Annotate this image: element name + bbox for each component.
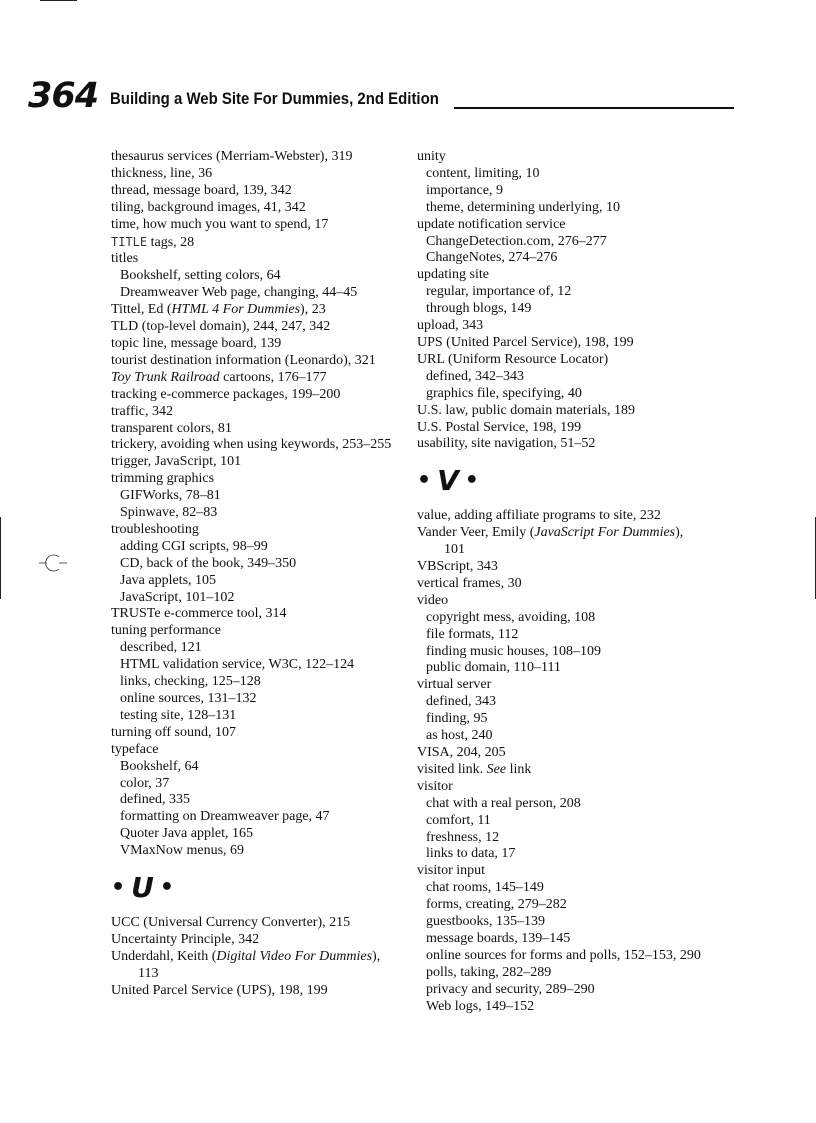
entry-text: as host, 240 — [426, 728, 493, 744]
index-entry — [111, 370, 396, 387]
entry-text: tracking e-commerce packages, 199–200 — [111, 386, 341, 402]
entry-text: trickery, avoiding when using keywords, 253–255 — [111, 437, 392, 453]
index-entry — [111, 983, 396, 1000]
entry-text: HTML validation service, W3C, 122–124 — [120, 657, 355, 673]
index-subentry — [417, 796, 702, 813]
entry-text: TLD (top-level domain), 244, 247, 342 — [111, 319, 331, 335]
index-entry — [417, 525, 702, 559]
bullet-icon: • — [159, 874, 174, 900]
entry-text: tags, 28 — [147, 234, 195, 250]
index-subentry — [417, 369, 702, 386]
entry-text: theme, determining underlying, 10 — [426, 199, 621, 215]
letter-heading — [111, 863, 396, 913]
index-entry — [111, 932, 396, 949]
entry-text: troubleshooting — [111, 521, 199, 537]
entry-text: tuning performance — [111, 623, 222, 639]
entry-text: upload, 343 — [417, 318, 484, 334]
index-subentry — [111, 590, 396, 607]
entry-text: defined, 335 — [120, 792, 190, 808]
letter-heading — [417, 456, 702, 506]
bullet-icon: • — [417, 467, 432, 493]
entry-text: freshness, 12 — [426, 829, 500, 845]
index-entry — [417, 576, 702, 593]
index-entry — [111, 183, 396, 200]
entry-text: VISA, 204, 205 — [417, 745, 506, 760]
entry-text: typeface — [111, 741, 159, 757]
index-subentry — [417, 948, 702, 965]
entry-text: ChangeDetection.com, 276–277 — [426, 233, 607, 249]
entry-text: virtual server — [417, 677, 492, 693]
entry-text: Underdahl, Keith ( — [111, 948, 217, 964]
entry-text: chat with a real person, 208 — [426, 795, 581, 811]
entry-text: guestbooks, 135–139 — [426, 914, 545, 930]
entry-text: adding CGI scripts, 98–99 — [120, 538, 268, 554]
index-entry — [417, 318, 702, 335]
index-entry — [417, 420, 702, 437]
entry-text: Vander Veer, Emily ( — [417, 525, 535, 541]
entry-text: online sources for forms and polls, 152–153, 290 — [426, 947, 701, 963]
letter-heading-letter: V — [437, 463, 459, 497]
entry-text: Bookshelf, 64 — [120, 758, 199, 774]
page-header — [28, 76, 708, 116]
index-subentry — [111, 759, 396, 776]
entry-text: UCC (Universal Currency Converter), 215 — [111, 915, 351, 931]
index-subentry — [417, 627, 702, 644]
entry-text: JavaScript For Dummies — [534, 525, 676, 541]
index-entry — [111, 404, 396, 421]
entry-text: turning off sound, 107 — [111, 724, 236, 740]
index-subentry — [417, 999, 702, 1016]
index-subentry — [111, 792, 396, 809]
entry-text: U.S. law, public domain materials, 189 — [417, 402, 635, 418]
index-entry — [111, 522, 396, 539]
entry-text: ), 101 — [444, 525, 684, 558]
index-entry — [111, 217, 396, 234]
index-entry — [111, 915, 396, 932]
index-subentry — [111, 809, 396, 826]
page-number: 364 — [28, 76, 99, 116]
bullet-icon: • — [464, 467, 479, 493]
index-entry — [417, 677, 702, 694]
index-entry — [417, 335, 702, 352]
entry-text: updating site — [417, 267, 489, 283]
entry-text: Tittel, Ed ( — [111, 302, 172, 318]
index-entry — [111, 149, 396, 166]
entry-text: topic line, message board, 139 — [111, 335, 282, 351]
entry-text: thickness, line, 36 — [111, 165, 213, 181]
index-entry — [417, 217, 702, 234]
bullet-icon: • — [111, 874, 126, 900]
registration-mark-icon — [39, 549, 67, 577]
entry-text: VMaxNow menus, 69 — [120, 843, 245, 859]
entry-text: traffic, 342 — [111, 403, 173, 419]
index-subentry — [417, 183, 702, 200]
index-entry — [111, 454, 396, 471]
entry-text: comfort, 11 — [426, 812, 491, 828]
index-entry — [111, 319, 396, 336]
entry-text: transparent colors, 81 — [111, 420, 232, 436]
entry-text: Bookshelf, setting colors, 64 — [120, 268, 281, 284]
entry-text: privacy and security, 289–290 — [426, 981, 595, 997]
index-entry — [111, 234, 396, 252]
entry-text: defined, 342–343 — [426, 368, 524, 384]
index-column-right — [417, 149, 702, 1016]
entry-text: URL (Uniform Resource Locator) — [417, 351, 609, 367]
entry-text: unity — [417, 149, 446, 164]
entry-text: trigger, JavaScript, 101 — [111, 454, 242, 470]
entry-text: video — [417, 592, 449, 608]
entry-text: tourist destination information (Leonardo), 321 — [111, 352, 376, 368]
entry-text: usability, site navigation, 51–52 — [417, 436, 596, 452]
entry-text: VBScript, 343 — [417, 559, 498, 575]
index-subentry — [417, 897, 702, 914]
index-entry — [417, 149, 702, 166]
index-subentry — [111, 674, 396, 691]
entry-text: regular, importance of, 12 — [426, 284, 572, 300]
entry-text: Java applets, 105 — [120, 572, 217, 588]
index-subentry — [417, 914, 702, 931]
crop-mark-top — [40, 0, 77, 1]
entry-text: time, how much you want to spend, 17 — [111, 216, 329, 232]
index-entry — [111, 421, 396, 438]
index-subentry — [417, 880, 702, 897]
entry-text: CD, back of the book, 349–350 — [120, 555, 297, 571]
index-entry — [111, 200, 396, 217]
entry-text: U.S. Postal Service, 198, 199 — [417, 419, 582, 435]
entry-text: vertical frames, 30 — [417, 575, 522, 591]
index-subentry — [417, 830, 702, 847]
entry-text: thesaurus services (Merriam-Webster), 319 — [111, 149, 353, 164]
entry-text: link — [506, 761, 532, 777]
entry-text: through blogs, 149 — [426, 301, 532, 317]
entry-text: importance, 9 — [426, 182, 503, 198]
index-subentry — [417, 846, 702, 863]
index-subentry — [417, 610, 702, 627]
index-subentry — [111, 556, 396, 573]
index-entry — [417, 267, 702, 284]
index-entry — [111, 623, 396, 640]
entry-text: color, 37 — [120, 775, 170, 791]
entry-text: visitor input — [417, 863, 486, 879]
entry-text: trimming graphics — [111, 471, 215, 487]
index-entry — [417, 559, 702, 576]
index-subentry — [417, 284, 702, 301]
entry-text: defined, 343 — [426, 694, 496, 710]
index-subentry — [417, 386, 702, 403]
header-rule — [454, 107, 734, 109]
crop-mark-left — [0, 517, 1, 599]
entry-text: GIFWorks, 78–81 — [120, 488, 221, 504]
index-subentry — [111, 708, 396, 725]
index-subentry — [417, 813, 702, 830]
index-subentry — [417, 711, 702, 728]
entry-text: Dreamweaver Web page, changing, 44–45 — [120, 285, 358, 301]
index-entry — [417, 779, 702, 796]
entry-text: See — [486, 761, 507, 777]
index-subentry — [111, 505, 396, 522]
index-entry — [111, 302, 396, 319]
index-subentry — [417, 965, 702, 982]
entry-text: content, limiting, 10 — [426, 165, 540, 181]
entry-text: finding music houses, 108–109 — [426, 643, 601, 659]
index-subentry — [111, 268, 396, 285]
index-subentry — [111, 691, 396, 708]
index-subentry — [417, 301, 702, 318]
index-subentry — [111, 539, 396, 556]
index-entry — [111, 251, 396, 268]
index-entry — [417, 863, 702, 880]
index-entry — [111, 336, 396, 353]
index-subentry — [111, 640, 396, 657]
entry-text: online sources, 131–132 — [120, 691, 257, 706]
index-entry — [111, 387, 396, 404]
entry-text: copyright mess, avoiding, 108 — [426, 609, 596, 625]
index-subentry — [111, 776, 396, 793]
index-subentry — [417, 250, 702, 267]
index-subentry — [111, 657, 396, 674]
entry-text: polls, taking, 282–289 — [426, 964, 552, 980]
entry-text: thread, message board, 139, 342 — [111, 182, 292, 198]
index-subentry — [417, 234, 702, 251]
index-subentry — [111, 285, 396, 302]
entry-text: Digital Video For Dummies — [216, 948, 373, 964]
index-entry — [111, 471, 396, 488]
entry-text: value, adding affiliate programs to site, 232 — [417, 508, 661, 524]
index-entry — [417, 403, 702, 420]
entry-text: testing site, 128–131 — [120, 707, 237, 723]
entry-text: Quoter Java applet, 165 — [120, 826, 253, 842]
entry-text: cartoons, 176–177 — [219, 369, 327, 385]
index-entry — [111, 606, 396, 623]
index-subentry — [111, 488, 396, 505]
index-entry — [417, 762, 702, 779]
index-subentry — [417, 728, 702, 745]
entry-text: Spinwave, 82–83 — [120, 505, 218, 521]
entry-text: United Parcel Service (UPS), 198, 199 — [111, 982, 328, 998]
index-entry — [417, 593, 702, 610]
index-subentry — [111, 573, 396, 590]
index-entry — [111, 949, 396, 983]
entry-text: file formats, 112 — [426, 626, 519, 642]
entry-text: TRUSTe e-commerce tool, 314 — [111, 606, 287, 622]
entry-text: HTML 4 For Dummies — [171, 302, 301, 318]
entry-text: forms, creating, 279–282 — [426, 897, 567, 913]
entry-text: graphics file, specifying, 40 — [426, 385, 582, 401]
entry-text: formatting on Dreamweaver page, 47 — [120, 809, 330, 825]
entry-text: Web logs, 149–152 — [426, 998, 535, 1014]
index-subentry — [417, 200, 702, 217]
entry-text: Uncertainty Principle, 342 — [111, 931, 260, 947]
entry-text: chat rooms, 145–149 — [426, 880, 544, 896]
index-entry — [111, 166, 396, 183]
index-entry — [417, 745, 702, 762]
entry-text: Toy Trunk Railroad — [111, 369, 220, 385]
index-entry — [111, 353, 396, 370]
entry-text: links to data, 17 — [426, 846, 516, 862]
index-entry — [417, 508, 702, 525]
index-subentry — [111, 843, 396, 860]
index-entry — [111, 437, 396, 454]
entry-text: UPS (United Parcel Service), 198, 199 — [417, 334, 634, 350]
book-title: Building a Web Site For Dummies, 2nd Edition — [110, 89, 439, 108]
entry-text: ), 23 — [300, 302, 326, 318]
index-column-left — [111, 149, 396, 1000]
entry-text: tiling, background images, 41, 342 — [111, 199, 306, 215]
letter-heading-letter: U — [131, 870, 154, 904]
index-subentry — [417, 982, 702, 999]
entry-text: visitor — [417, 778, 453, 794]
index-subentry — [417, 931, 702, 948]
entry-text: links, checking, 125–128 — [120, 674, 261, 690]
index-subentry — [417, 644, 702, 661]
entry-text: ChangeNotes, 274–276 — [426, 250, 558, 266]
index-subentry — [417, 694, 702, 711]
entry-text: update notification service — [417, 216, 566, 232]
index-entry — [417, 352, 702, 369]
entry-text: titles — [111, 251, 139, 267]
index-subentry — [417, 660, 702, 677]
entry-text: ), 113 — [138, 948, 381, 981]
index-subentry — [417, 166, 702, 183]
entry-text: message boards, 139–145 — [426, 930, 571, 946]
entry-text: TITLE — [111, 234, 148, 249]
index-entry — [111, 725, 396, 742]
entry-text: described, 121 — [120, 640, 202, 656]
entry-text: finding, 95 — [426, 711, 488, 727]
index-entry — [417, 436, 702, 453]
entry-text: JavaScript, 101–102 — [120, 589, 235, 605]
entry-text: public domain, 110–111 — [426, 660, 561, 676]
entry-text: visited link. — [417, 761, 487, 777]
index-subentry — [111, 826, 396, 843]
index-entry — [111, 742, 396, 759]
